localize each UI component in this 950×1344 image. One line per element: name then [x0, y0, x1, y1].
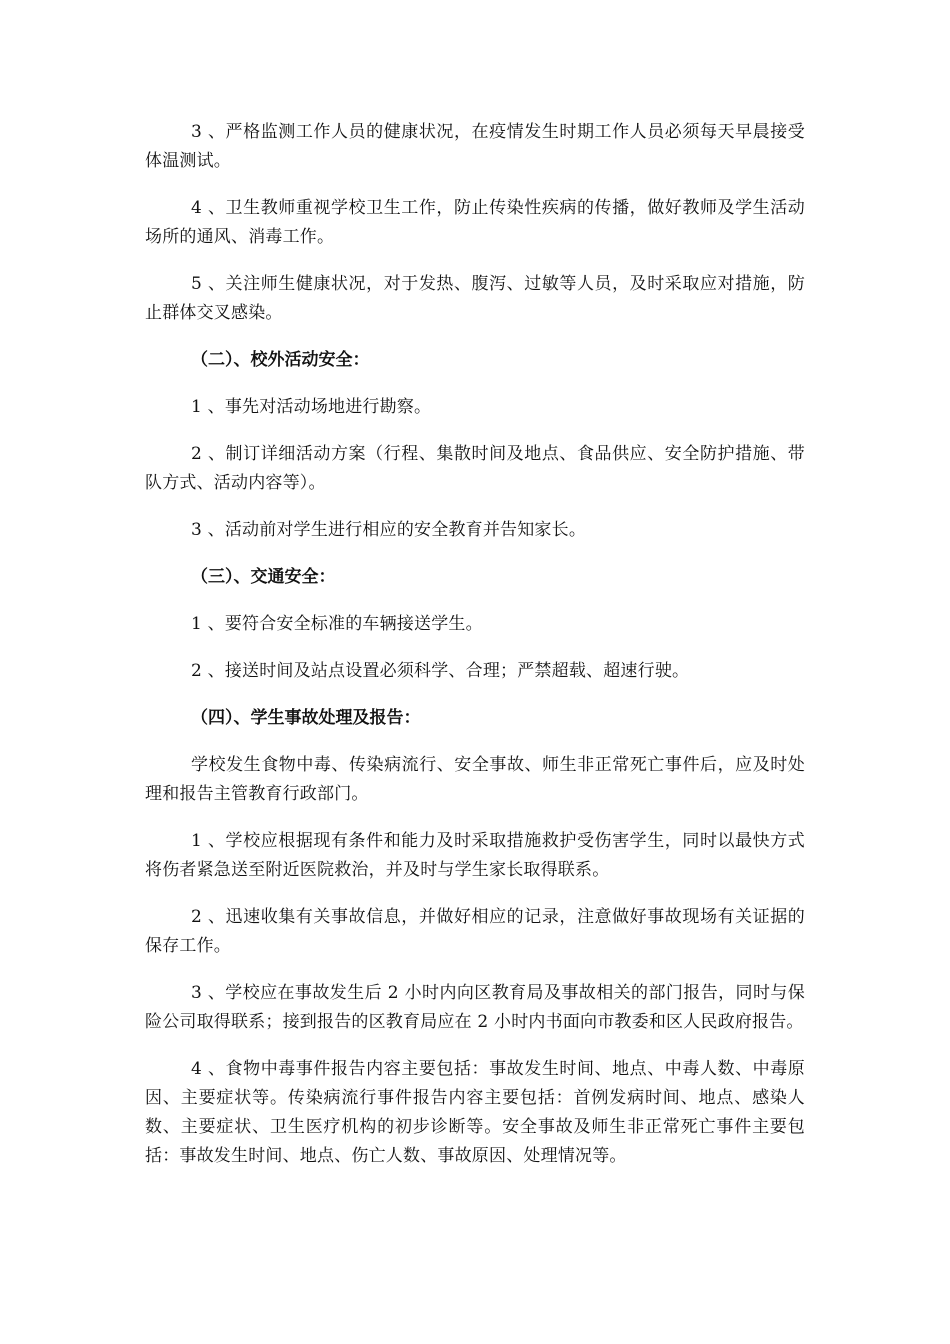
paragraph-shuttle-schedule: 2 、接送时间及站点设置必须科学、合理；严禁超载、超速行驶。: [191, 661, 690, 681]
paragraph-health-monitoring: 3 、严格监测工作人员的健康状况，在疫情发生时期工作人员必须每天早晨接受体温测试。: [145, 122, 805, 171]
paragraph-rescue-measures: 1 、学校应根据现有条件和能力及时采取措施救护受伤害学生，同时以最快方式将伤者紧急送至附近医院救治，并及时与学生家长取得联系。: [145, 831, 805, 880]
paragraph-vehicle-standard: 1 、要符合安全标准的车辆接送学生。: [191, 614, 483, 634]
paragraph-report-timeline: 3 、学校应在事故发生后 2 小时内向区教育局及事故相关的部门报告，同时与保险公司取得联系；接到报告的区教育局应在 2 小时内书面向市教委和区人民政府报告。: [145, 983, 805, 1032]
paragraph-activity-plan: 2 、制订详细活动方案（行程、集散时间及地点、食品供应、安全防护措施、带队方式、活动内容等）。: [145, 444, 805, 493]
paragraph-site-survey: 1 、事先对活动场地进行勘察。: [191, 397, 432, 417]
paragraph-hygiene-teacher: 4 、卫生教师重视学校卫生工作，防止传染性疾病的传播，做好教师及学生活动场所的通风、消毒工作。: [145, 198, 805, 247]
paragraph-accident-intro: 学校发生食物中毒、传染病流行、安全事故、师生非正常死亡事件后，应及时处理和报告主管教育行政部门。: [145, 755, 805, 804]
section-heading-traffic-safety: （三）、交通安全：: [191, 567, 336, 587]
paragraph-safety-education: 3 、活动前对学生进行相应的安全教育并告知家长。: [191, 520, 587, 540]
section-heading-outdoor-activity: （二）、校外活动安全：: [191, 350, 370, 370]
paragraph-report-contents: 4 、食物中毒事件报告内容主要包括：事故发生时间、地点、中毒人数、中毒原因、主要症状等。传染病流行事件报告内容主要包括：首例发病时间、地点、感染人数、主要症状、卫生医疗机构的初步诊断等。安全事故及师生非正常死亡事件主要包括：事故发生时间、地点、伤亡人数、事故原因、处理情况等。: [145, 1059, 805, 1166]
paragraph-health-attention: 5 、关注师生健康状况，对于发热、腹泻、过敏等人员，及时采取应对措施，防止群体交叉感染。: [145, 274, 805, 323]
paragraph-collect-information: 2 、迅速收集有关事故信息，并做好相应的记录，注意做好事故现场有关证据的保存工作。: [145, 907, 805, 956]
document-body: [145, 118, 805, 1189]
section-heading-accident-handling: （四）、学生事故处理及报告：: [191, 708, 421, 728]
